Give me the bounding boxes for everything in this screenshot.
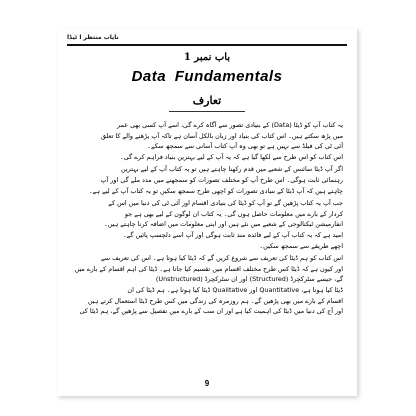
text-line: رہنمائی ثابت ہوگی۔ اس طرح آپ کو مختلف تصورات کو سمجھنے میں مدد ملے گی اور آپ — [100, 175, 343, 184]
text-line: اچھے طریقے سے سمجھ سکیں۔ — [259, 241, 343, 250]
text-line: یہ کتاب آپ کو ڈیٹا (Data) کے بنیادی تصور سے آگاہ کرے گی، اسے آپ کسی بھی عمر — [117, 121, 343, 129]
text-line: اس کتاب کو اس طرح سے لکھا گیا ہے کہ یہ آپ کے لیے بہترین بنیاد فراہم کرے گی۔ — [120, 152, 343, 161]
text-line: آئی ٹی کی فیلڈ سے نہیں ہے تو بھی وہ آپ کتاب آسانی سے سمجھ سکے۔ — [147, 142, 343, 151]
text-line: اس کتاب کو ہم ڈیٹا کی تعریف سے شروع کریں گے کہ ڈیٹا کیا ہوتا ہے۔ اس کی تعریف سے — [100, 254, 343, 263]
text-line: اور آج کی دنیا میں ڈیٹا کی اہمیت کیا ہے اور ان سب کے بارے میں تفصیل سے پڑھیں گے، ہم ڈیٹا کی — [79, 307, 343, 316]
chapter-label: باب نمبر 1 — [183, 52, 231, 63]
book-page — [57, 28, 357, 396]
text-line: اقسام کے بارے میں بھی پڑھیں گے۔ ہم روزمرہ کی زندگی میں کس طرح ڈیٹا استعمال کرتے ہیں — [87, 296, 343, 305]
body-text — [71, 120, 343, 319]
text-line: جب آپ یہ کتاب پڑھیں گے تو آپ کو ڈیٹا کی بنیادی اقسام اور آئی ٹی کی دنیا میں اس کے — [108, 199, 343, 208]
paragraph — [71, 120, 343, 162]
header-rule — [67, 44, 347, 46]
text-line: ڈیٹا کیا ہوتا ہے، Quantitative اور Qualitative ڈیٹا کیا ہوتا ہے۔ ہم ڈیٹا کی ان — [127, 285, 343, 294]
paragraph — [71, 164, 343, 196]
chapter-title: Data Fundamentals — [131, 68, 283, 85]
text-line: کردار کے بارے میں معلومات حاصل ہوں گی۔ یہ کتاب ان لوگوں کے لیے بھی ہے جو — [124, 209, 343, 218]
text-line: امید ہے کہ یہ کتاب آپ کے لیے فائدہ مند ثابت ہوگی اور آپ اسے دلچسپ پائیں گے۔ — [122, 230, 343, 239]
text-line: اور کیوں ہے کہ ڈیٹا کس طرح مختلف اقسام میں تقسیم کیا جاتا ہے۔ ڈیٹا کی اہم اقسام کے بارے میں — [74, 264, 343, 273]
running-head: نایاب منتظر ا ٹیڈا — [67, 34, 119, 41]
text-line: چاہتے ہیں کہ آپ ڈیٹا کے بنیادی تصورات کو اچھی طرح سمجھ سکیں تو یہ کتاب آپ کے لیے ہے۔ — [88, 186, 343, 195]
section-heading-rule — [169, 111, 245, 112]
text-line: گے، جیسے سٹرکچرڈ (Structured) اور ان سٹرکچرڈ (Unstructured) — [155, 275, 343, 284]
text-line: اگر آپ ڈیٹا سائنس کے شعبے میں قدم رکھنا چاہتے ہیں تو یہ کتاب آپ کے لیے بہترین — [121, 165, 343, 174]
section-heading: تعارف — [192, 94, 222, 107]
paragraph — [71, 253, 343, 317]
text-line: انفارمیشن ٹیکنالوجی کے شعبے میں نئے ہیں اور اپنی معلومات میں اضافہ کرنا چاہتے ہیں۔ — [103, 220, 343, 229]
paragraph — [71, 198, 343, 251]
text-line: میں پڑھ سکتے ہیں۔ اس کتاب کی بنیاد اور زبان بالکل آسان ہے تاکہ آپ پڑھنے والے کا تعلق — [101, 131, 343, 140]
page-number: 9 — [204, 379, 210, 388]
